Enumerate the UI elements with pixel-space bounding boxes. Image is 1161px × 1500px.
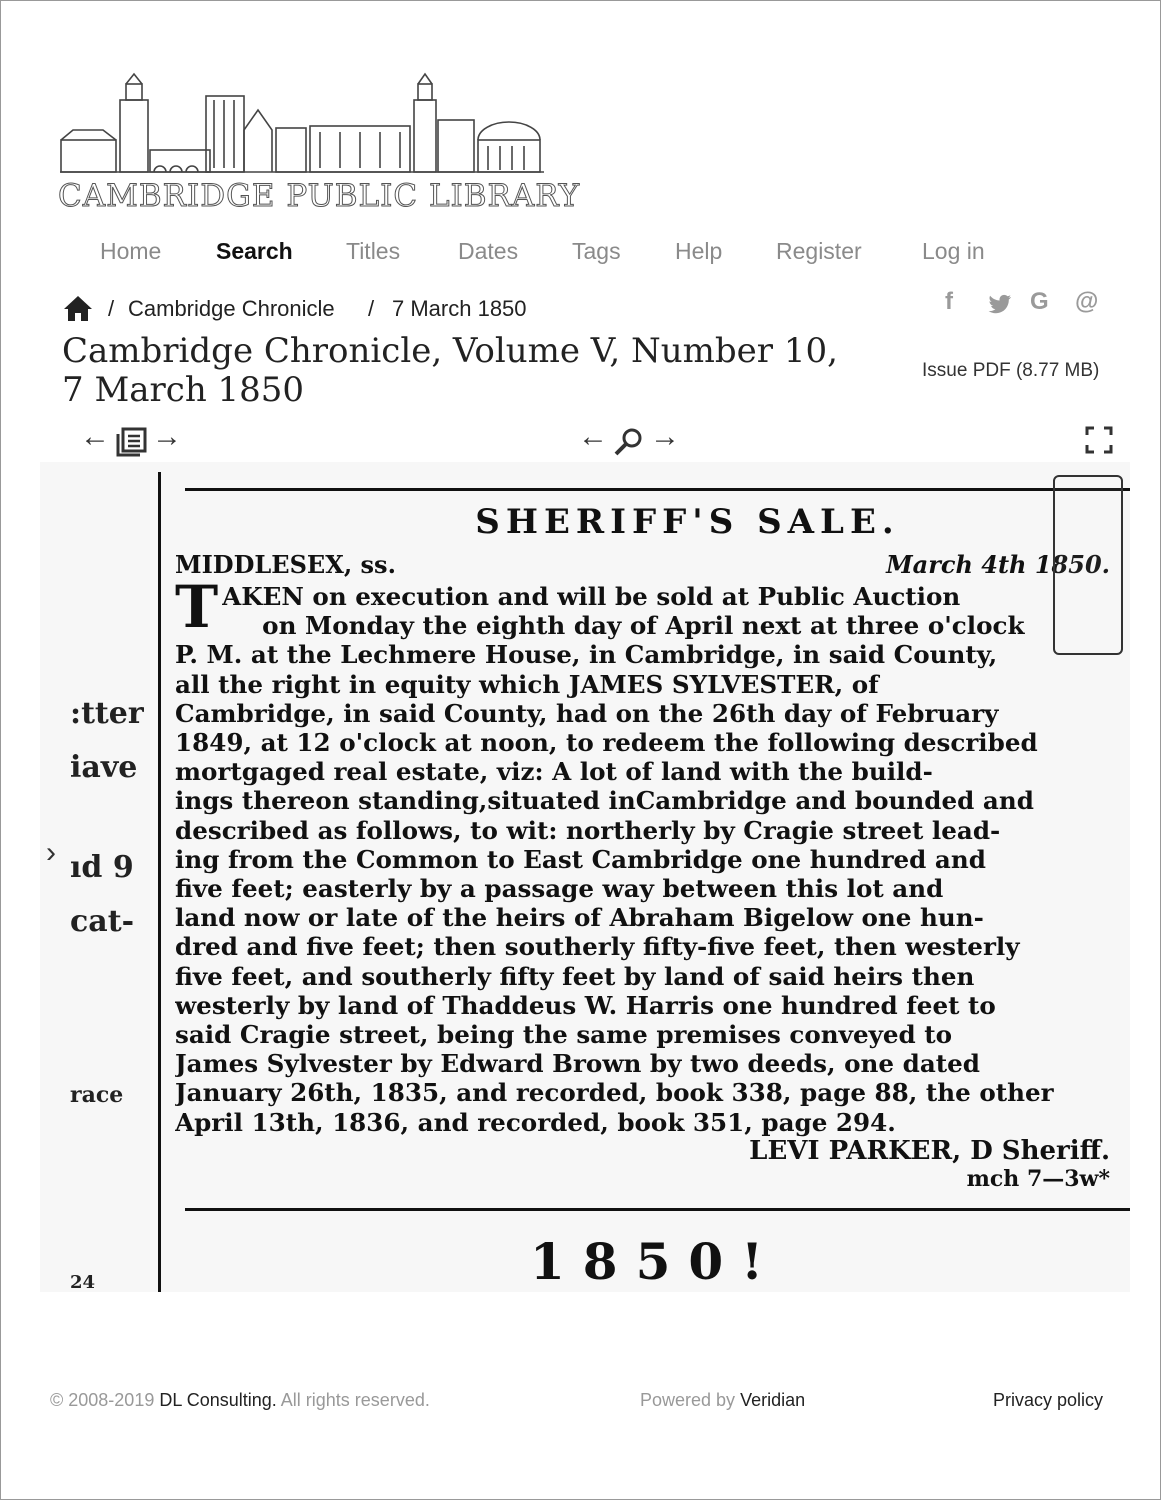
logo-text: CAMBRIDGE PUBLIC LIBRARY [58, 178, 581, 214]
article-line: westerly by land of Thaddeus W. Harris one hundred feet to [175, 990, 996, 1020]
veridian-link[interactable]: Veridian [740, 1390, 806, 1410]
footer-company-link[interactable]: DL Consulting. [159, 1390, 277, 1410]
page-viewer[interactable] [40, 462, 1130, 1292]
article-body [175, 573, 1130, 1137]
article-line: all the right in equity which JAMES SYLVESTER, of [175, 669, 879, 699]
article-line: said Cragie street, being the same premises conveyed to [175, 1020, 953, 1050]
nav-login[interactable]: Log in [922, 238, 985, 264]
next-article-heading: 1850! [530, 1232, 782, 1291]
nav-dates[interactable]: Dates [458, 238, 519, 264]
next-article-icon[interactable]: → [650, 420, 680, 453]
twitter-icon [988, 294, 1012, 316]
fullscreen-icon[interactable] [1085, 426, 1113, 454]
breadcrumb-separator: / [368, 296, 375, 321]
privacy-policy-link[interactable]: Privacy policy [993, 1390, 1104, 1410]
article-headline: SHERIFF'S SALE. [475, 502, 900, 542]
prev-article-icon[interactable]: ← [578, 420, 608, 453]
adjacent-column-text: race [70, 1082, 124, 1108]
article-issue-note: mch 7—3w* [966, 1165, 1110, 1192]
article-line: James Sylvester by Edward Brown by two deeds, one dated [175, 1049, 980, 1079]
article-line: P. M. at the Lechmere House, in Cambridge, in said County, [175, 640, 998, 670]
article-line: ings thereon standing,situated inCambridge and bounded and [175, 786, 1034, 816]
article-line: ing from the Common to East Cambridge one hundred and [175, 844, 986, 874]
nav-tags[interactable]: Tags [572, 238, 621, 264]
next-page-icon[interactable]: → [152, 420, 182, 453]
page-minimap[interactable] [1053, 475, 1123, 655]
column-rule [158, 472, 161, 1292]
expand-sidebar-icon[interactable]: › [46, 836, 56, 869]
article-line: January 26th, 1835, and recorded, book 338, page 88, the other [175, 1078, 1054, 1108]
article-line: AKEN on execution and will be sold at Public Auction [222, 582, 961, 611]
breadcrumb-publication[interactable]: Cambridge Chronicle [128, 296, 335, 321]
nav-search[interactable]: Search [216, 238, 293, 264]
article-bottom-rule [185, 1208, 1130, 1211]
article-line: Cambridge, in said County, had on the 26th day of February [175, 698, 999, 728]
footer-powered [640, 1390, 805, 1411]
adjacent-column-text: iave [70, 750, 138, 785]
article-zoom-icon[interactable] [612, 426, 646, 458]
article-line: April 13th, 1836, and recorded, book 351, page 294. [175, 1107, 896, 1137]
library-logo[interactable] [58, 70, 581, 215]
footer-privacy [993, 1390, 1103, 1411]
facebook-icon: f [945, 288, 953, 315]
article-line: five feet, and southerly fifty feet by land of said heirs then [175, 961, 975, 991]
page-title: Cambridge Chronicle, Volume V, Number 10, 7 March 1850 [62, 331, 838, 410]
page-list-icon[interactable] [115, 426, 149, 458]
article-line: mortgaged real estate, viz: A lot of land with the build- [175, 757, 933, 787]
nav-home[interactable]: Home [100, 238, 162, 264]
skyline-illustration [58, 70, 548, 180]
article-top-rule [185, 488, 1130, 491]
article-line: on Monday the eighth day of April next at three o'clock [262, 611, 1025, 641]
issue-pdf-link[interactable]: Issue PDF (8.77 MB) [922, 360, 1100, 381]
copyright-years: © 2008-2019 [50, 1390, 155, 1410]
dateline-county: MIDDLESEX, ss. [175, 550, 396, 579]
adjacent-column-text: :tter [70, 696, 144, 731]
dateline-date: March 4th 1850. [886, 550, 1110, 579]
copyright-rights: All rights reserved. [280, 1390, 430, 1410]
nav-register[interactable]: Register [776, 238, 862, 264]
article-signature: LEVI PARKER, D Sheriff. [749, 1135, 1110, 1166]
article-line: dred and five feet; then southerly fifty-five feet, then westerly [175, 932, 1020, 962]
powered-by-label: Powered by [640, 1390, 736, 1410]
email-icon: @ [1075, 288, 1099, 315]
breadcrumb-date[interactable]: 7 March 1850 [392, 296, 527, 321]
nav-titles[interactable]: Titles [346, 238, 401, 264]
footer-copyright [50, 1390, 430, 1411]
breadcrumb-separator: / [108, 296, 115, 321]
nav-help[interactable]: Help [675, 238, 723, 264]
google-icon: G [1030, 288, 1049, 315]
adjacent-column-text: cat- [70, 904, 135, 939]
article-line: 1849, at 12 o'clock at noon, to redeem the following described [175, 728, 1038, 758]
article-line: described as follows, to wit: northerly by Cragie street lead- [175, 815, 1001, 845]
drop-cap: T [175, 573, 219, 641]
prev-page-icon[interactable]: ← [80, 420, 110, 453]
article-line: land now or late of the heirs of Abraham Bigelow one hun- [175, 903, 984, 933]
article-line: five feet; easterly by a passage way between this lot and [175, 874, 944, 904]
newspaper-article[interactable] [175, 502, 1130, 1193]
adjacent-column-text: ıd 9 [70, 850, 134, 885]
adjacent-column-text: 24 [70, 1272, 96, 1292]
article-dateline [175, 550, 1130, 580]
home-icon[interactable] [62, 294, 94, 322]
